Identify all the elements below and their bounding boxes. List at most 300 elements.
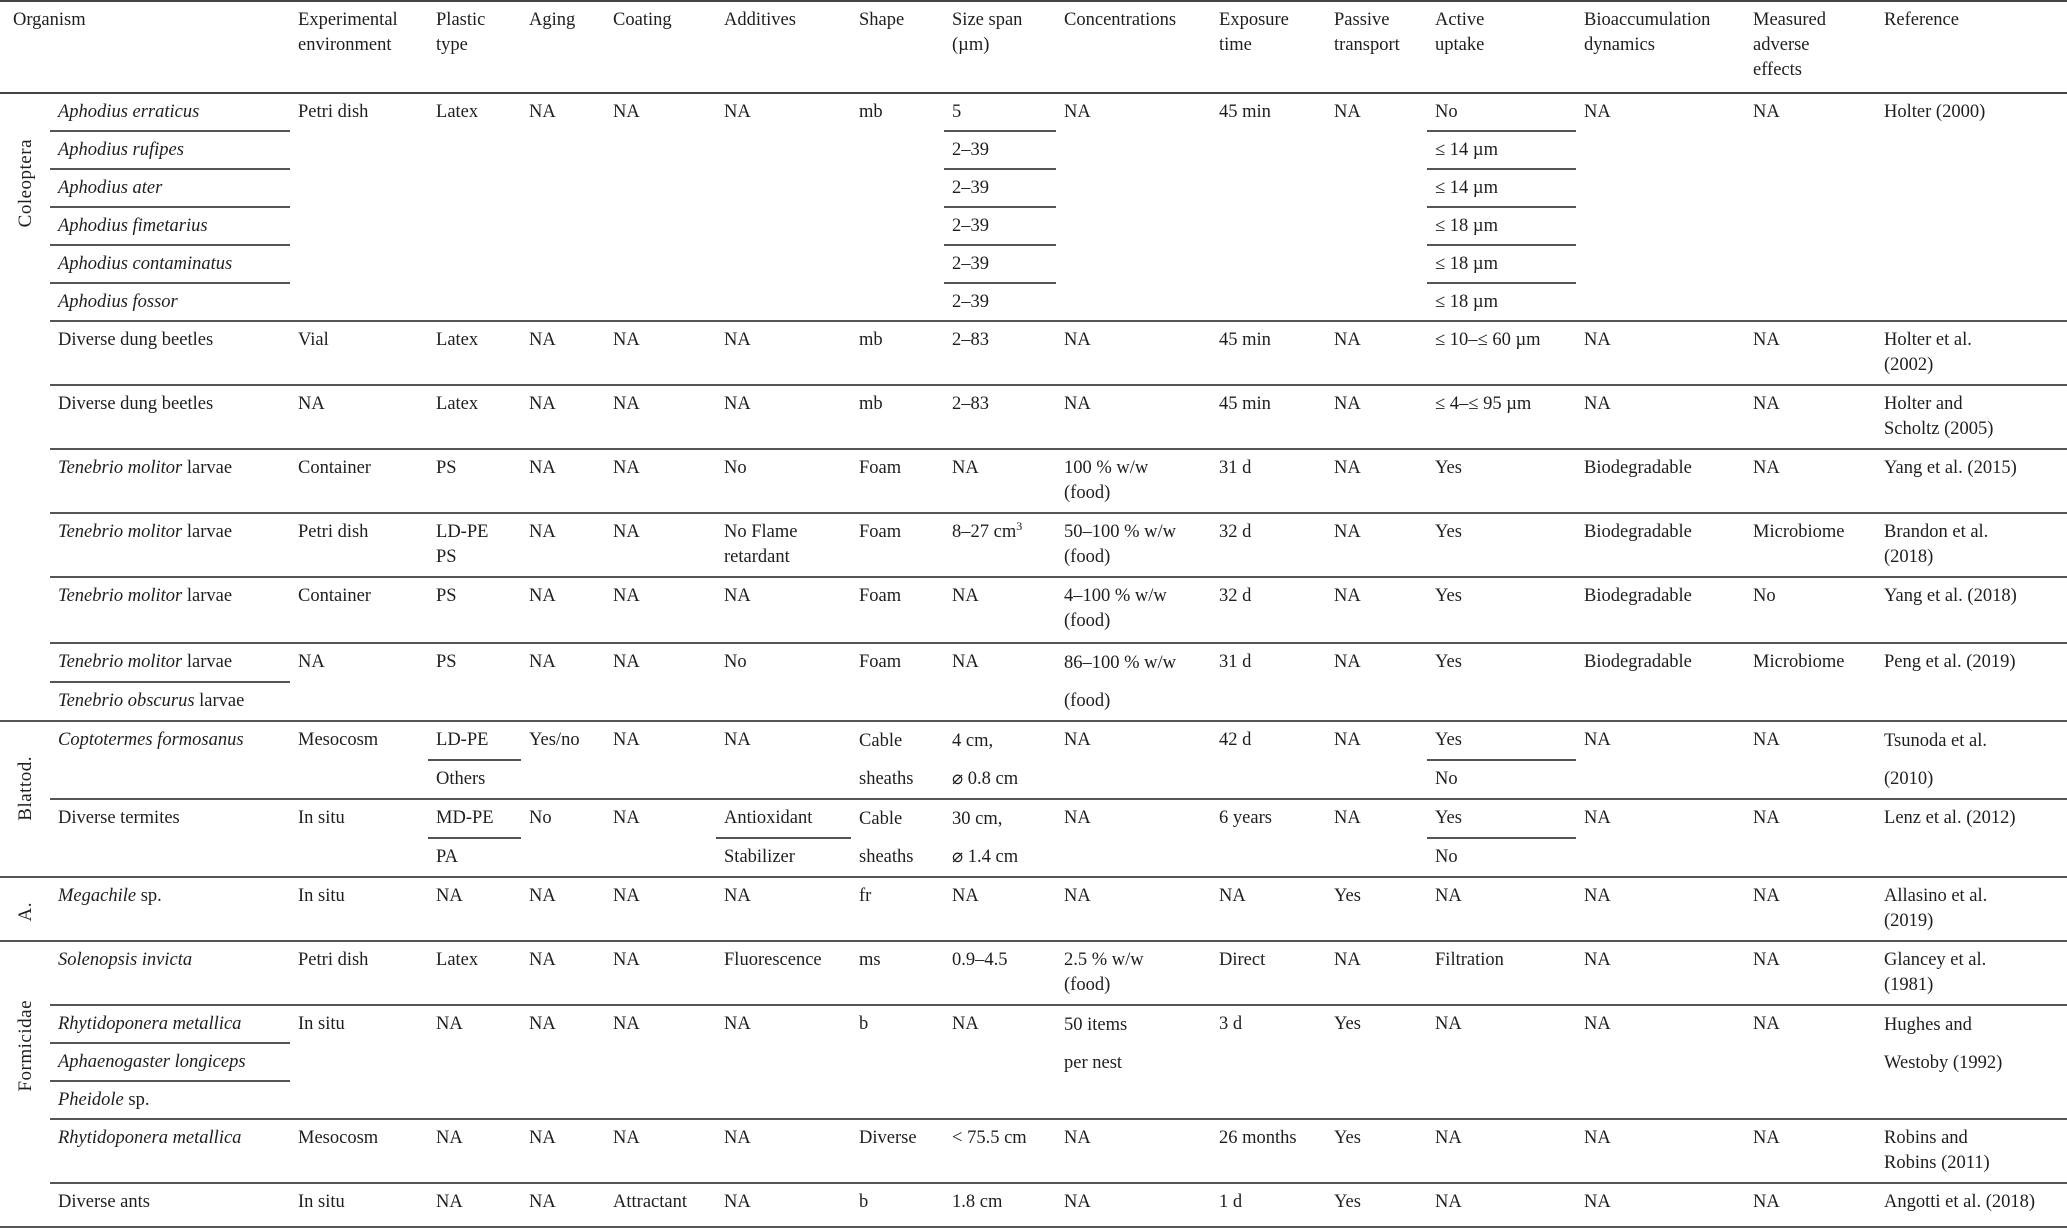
cell-concentrations: 86–100 % w/w (food) [1056, 643, 1211, 721]
cell-additives: Antioxidant [716, 799, 851, 838]
cell-additives: NA [716, 321, 851, 385]
cell-organism [50, 682, 290, 721]
species-name: Tenebrio molitor [58, 586, 183, 606]
cell-organism [50, 131, 290, 169]
cell-size-span: NA [944, 877, 1056, 941]
cell-measured-adverse-effects: NA [1745, 721, 1876, 799]
organism-text: larvae [194, 691, 245, 711]
table-row [0, 449, 2067, 513]
species-name: Aphodius fimetarius [58, 216, 208, 236]
organism-text: Diverse dung beetles [58, 330, 214, 350]
cell-bioaccumulation-dynamics: NA [1576, 385, 1745, 449]
cell-aging: NA [521, 1183, 605, 1227]
cell-organism [50, 941, 290, 1005]
cell-exposure-time: 31 d [1211, 643, 1326, 721]
header-coating: Coating [605, 1, 716, 93]
cell-coating: NA [605, 577, 716, 643]
species-name: Aphodius rufipes [58, 140, 184, 160]
cell-exposure-time: 6 years [1211, 799, 1326, 877]
cell-additives: Stabilizer [716, 838, 851, 877]
cell-additives: NA [716, 577, 851, 643]
cell-coating: NA [605, 941, 716, 1005]
cell-concentrations: NA [1056, 93, 1211, 321]
species-name: Tenebrio molitor [58, 458, 183, 478]
header-aging: Aging [521, 1, 605, 93]
cell-plastic-type: NA [428, 1119, 521, 1183]
cell-plastic-type: NA [428, 877, 521, 941]
organism-text: larvae [182, 458, 233, 478]
cell-organism [50, 721, 290, 799]
species-name: Aphodius fossor [58, 292, 178, 312]
cell-shape: Foam [851, 513, 944, 577]
cell-coating: NA [605, 321, 716, 385]
cell-plastic-type: Latex [428, 93, 521, 321]
species-name: Pheidole [58, 1090, 124, 1110]
cell-active-uptake: ≤ 14 µm [1427, 131, 1576, 169]
cell-shape: b [851, 1183, 944, 1227]
cell-plastic-type: PS [428, 449, 521, 513]
cell-size-span: 4 cm, ⌀ 0.8 cm [944, 721, 1056, 799]
cell-experimental-environment: Vial [290, 321, 428, 385]
cell-plastic-type: NA [428, 1005, 521, 1119]
organism-text: larvae [182, 652, 233, 672]
cell-aging: NA [521, 385, 605, 449]
cell-active-uptake: No [1427, 93, 1576, 131]
species-name: Coptotermes formosanus [58, 730, 244, 750]
cell-active-uptake: No [1427, 760, 1576, 799]
cell-additives: NA [716, 93, 851, 321]
table-header [0, 1, 2067, 93]
species-name: Aphodius ater [58, 178, 163, 198]
cell-coating: NA [605, 877, 716, 941]
cell-experimental-environment: Petri dish [290, 93, 428, 321]
header-experimental-environment: Experimental environment [290, 1, 428, 93]
cell-aging: NA [521, 321, 605, 385]
cell-aging: No [521, 799, 605, 877]
cell-size-span: NA [944, 449, 1056, 513]
cell-plastic-type: NA [428, 1183, 521, 1227]
cell-passive-transport: NA [1326, 93, 1427, 321]
cell-exposure-time: 3 d [1211, 1005, 1326, 1119]
cell-concentrations: NA [1056, 321, 1211, 385]
cell-experimental-environment: Petri dish [290, 941, 428, 1005]
cell-exposure-time: 31 d [1211, 449, 1326, 513]
cell-active-uptake: Filtration [1427, 941, 1576, 1005]
cell-shape: mb [851, 93, 944, 321]
cell-additives: Fluorescence [716, 941, 851, 1005]
cell-coating: NA [605, 449, 716, 513]
cell-passive-transport: NA [1326, 721, 1427, 799]
cell-passive-transport: NA [1326, 385, 1427, 449]
organism-text: sp. [136, 886, 162, 906]
cell-organism [50, 799, 290, 877]
taxon-group-label [0, 93, 50, 721]
cell-shape: ms [851, 941, 944, 1005]
cell-reference: Angotti et al. (2018) [1876, 1183, 2067, 1227]
cell-concentrations: NA [1056, 385, 1211, 449]
table-row [0, 941, 2067, 1005]
organism-text: sp. [123, 1090, 150, 1110]
taxon-group-label [0, 877, 50, 941]
cell-concentrations: 2.5 % w/w (food) [1056, 941, 1211, 1005]
taxon-group-label [0, 941, 50, 1227]
cell-organism [50, 1081, 290, 1119]
cell-coating: NA [605, 93, 716, 321]
cell-bioaccumulation-dynamics: NA [1576, 321, 1745, 385]
cell-bioaccumulation-dynamics: NA [1576, 721, 1745, 799]
cell-concentrations: 50 items per nest [1056, 1005, 1211, 1119]
cell-passive-transport: Yes [1326, 1005, 1427, 1119]
cell-exposure-time: Direct [1211, 941, 1326, 1005]
cell-measured-adverse-effects: Microbiome [1745, 643, 1876, 721]
table-row [0, 93, 2067, 131]
cell-reference: Tsunoda et al. (2010) [1876, 721, 2067, 799]
cell-passive-transport: NA [1326, 941, 1427, 1005]
cell-aging: NA [521, 513, 605, 577]
cell-size-span: 5 [944, 93, 1056, 131]
table-body [0, 93, 2067, 1227]
header-size-span: Size span (µm) [944, 1, 1056, 93]
table-row [0, 877, 2067, 941]
cell-size-span: 2–39 [944, 169, 1056, 207]
cell-coating: NA [605, 1005, 716, 1119]
cell-reference: Robins and Robins (2011) [1876, 1119, 2067, 1183]
header-shape: Shape [851, 1, 944, 93]
table-row [0, 643, 2067, 682]
header-active-uptake: Active uptake [1427, 1, 1576, 93]
cell-active-uptake: Yes [1427, 449, 1576, 513]
cell-concentrations: 100 % w/w (food) [1056, 449, 1211, 513]
cell-size-span: < 75.5 cm [944, 1119, 1056, 1183]
cell-size-span: 2–39 [944, 207, 1056, 245]
cell-organism [50, 245, 290, 283]
cell-measured-adverse-effects: NA [1745, 449, 1876, 513]
cell-aging: Yes/no [521, 721, 605, 799]
cell-passive-transport: Yes [1326, 1119, 1427, 1183]
cell-active-uptake: NA [1427, 877, 1576, 941]
cell-experimental-environment: Petri dish [290, 513, 428, 577]
cell-measured-adverse-effects: No [1745, 577, 1876, 643]
cell-bioaccumulation-dynamics: NA [1576, 799, 1745, 877]
cell-active-uptake: Yes [1427, 799, 1576, 838]
cell-reference: Glancey et al. (1981) [1876, 941, 2067, 1005]
cell-experimental-environment: In situ [290, 799, 428, 877]
cell-experimental-environment: Container [290, 449, 428, 513]
species-name: Tenebrio molitor [58, 652, 183, 672]
cell-measured-adverse-effects: Microbiome [1745, 513, 1876, 577]
header-exposure-time: Exposure time [1211, 1, 1326, 93]
cell-reference: Holter et al. (2002) [1876, 321, 2067, 385]
cell-shape: mb [851, 385, 944, 449]
organism-text: larvae [182, 586, 233, 606]
cell-plastic-type: PS [428, 577, 521, 643]
cell-aging: NA [521, 93, 605, 321]
cell-coating: NA [605, 721, 716, 799]
cell-bioaccumulation-dynamics: Biodegradable [1576, 577, 1745, 643]
cell-measured-adverse-effects: NA [1745, 1119, 1876, 1183]
cell-active-uptake: ≤ 18 µm [1427, 283, 1576, 321]
header-row [0, 1, 2067, 93]
cell-exposure-time: NA [1211, 877, 1326, 941]
cell-shape: Cable sheaths [851, 799, 944, 877]
cell-concentrations: NA [1056, 1183, 1211, 1227]
cell-organism [50, 877, 290, 941]
cell-shape: Foam [851, 577, 944, 643]
cell-coating: NA [605, 385, 716, 449]
cell-aging: NA [521, 449, 605, 513]
cell-active-uptake: No [1427, 838, 1576, 877]
cell-experimental-environment: NA [290, 643, 428, 721]
cell-exposure-time: 1 d [1211, 1183, 1326, 1227]
header-plastic-type: Plastic type [428, 1, 521, 93]
cell-additives: No [716, 449, 851, 513]
cell-passive-transport: Yes [1326, 1183, 1427, 1227]
cell-plastic-type: Others [428, 760, 521, 799]
cell-active-uptake: NA [1427, 1183, 1576, 1227]
size-value: 8–27 cm [952, 522, 1017, 542]
species-name: Aphaenogaster longiceps [58, 1052, 246, 1072]
organism-text: Diverse ants [58, 1192, 150, 1212]
table-row [0, 385, 2067, 449]
cell-aging: NA [521, 1119, 605, 1183]
cell-shape: Foam [851, 449, 944, 513]
cell-passive-transport: NA [1326, 799, 1427, 877]
cell-passive-transport: NA [1326, 643, 1427, 721]
cell-coating: NA [605, 799, 716, 877]
cell-size-span: 0.9–4.5 [944, 941, 1056, 1005]
cell-plastic-type: Latex [428, 385, 521, 449]
cell-experimental-environment: In situ [290, 1183, 428, 1227]
species-name: Tenebrio obscurus [58, 691, 195, 711]
cell-passive-transport: NA [1326, 513, 1427, 577]
cell-active-uptake: ≤ 4–≤ 95 µm [1427, 385, 1576, 449]
organism-text: larvae [182, 522, 233, 542]
cell-active-uptake: Yes [1427, 721, 1576, 760]
cell-measured-adverse-effects: NA [1745, 1183, 1876, 1227]
species-name: Aphodius erraticus [58, 102, 200, 122]
cell-concentrations: NA [1056, 877, 1211, 941]
header-measured-adverse-effects: Measured adverse effects [1745, 1, 1876, 93]
cell-organism [50, 283, 290, 321]
cell-organism [50, 449, 290, 513]
cell-reference: Brandon et al. (2018) [1876, 513, 2067, 577]
species-name: Solenopsis invicta [58, 950, 193, 970]
cell-aging: NA [521, 1005, 605, 1119]
cell-passive-transport: Yes [1326, 877, 1427, 941]
taxon-group-text: Formicidae [14, 1000, 36, 1092]
table-row [0, 577, 2067, 643]
cell-reference: Holter (2000) [1876, 93, 2067, 321]
cell-organism [50, 1043, 290, 1081]
cell-plastic-type: Latex [428, 941, 521, 1005]
cell-additives: No Flame retardant [716, 513, 851, 577]
size-superscript: 3 [1016, 518, 1023, 533]
header-concentrations: Concentrations [1056, 1, 1211, 93]
cell-active-uptake: NA [1427, 1005, 1576, 1119]
cell-reference: Allasino et al. (2019) [1876, 877, 2067, 941]
cell-additives: NA [716, 1119, 851, 1183]
cell-size-span: NA [944, 643, 1056, 721]
cell-size-span: 30 cm, ⌀ 1.4 cm [944, 799, 1056, 877]
species-name: Megachile [58, 886, 137, 906]
species-name: Aphodius contaminatus [58, 254, 233, 274]
cell-experimental-environment: In situ [290, 877, 428, 941]
cell-shape: Foam [851, 643, 944, 721]
cell-aging: NA [521, 577, 605, 643]
cell-plastic-type: MD-PE [428, 799, 521, 838]
cell-bioaccumulation-dynamics: Biodegradable [1576, 513, 1745, 577]
cell-measured-adverse-effects: NA [1745, 1005, 1876, 1119]
cell-organism [50, 1005, 290, 1043]
taxon-group-text: A. [14, 902, 36, 922]
cell-passive-transport: NA [1326, 577, 1427, 643]
cell-active-uptake: Yes [1427, 643, 1576, 721]
cell-organism [50, 93, 290, 131]
table-row [0, 513, 2067, 577]
cell-organism [50, 207, 290, 245]
cell-measured-adverse-effects: NA [1745, 941, 1876, 1005]
cell-size-span: 2–83 [944, 385, 1056, 449]
cell-reference: Holter and Scholtz (2005) [1876, 385, 2067, 449]
cell-coating: Attractant [605, 1183, 716, 1227]
cell-exposure-time: 45 min [1211, 93, 1326, 321]
table-row [0, 1183, 2067, 1227]
cell-additives: NA [716, 1183, 851, 1227]
cell-size-span: 2–39 [944, 283, 1056, 321]
cell-bioaccumulation-dynamics: NA [1576, 877, 1745, 941]
cell-concentrations: NA [1056, 799, 1211, 877]
cell-shape: fr [851, 877, 944, 941]
header-additives: Additives [716, 1, 851, 93]
cell-organism [50, 169, 290, 207]
cell-plastic-type: LD-PE PS [428, 513, 521, 577]
cell-active-uptake: Yes [1427, 513, 1576, 577]
cell-shape: Cable sheaths [851, 721, 944, 799]
cell-concentrations: 50–100 % w/w (food) [1056, 513, 1211, 577]
cell-experimental-environment: Container [290, 577, 428, 643]
table-row [0, 321, 2067, 385]
cell-measured-adverse-effects: NA [1745, 385, 1876, 449]
cell-organism [50, 1119, 290, 1183]
header-organism: Organism [0, 1, 290, 93]
cell-aging: NA [521, 941, 605, 1005]
cell-plastic-type: Latex [428, 321, 521, 385]
cell-additives: NA [716, 721, 851, 799]
taxon-group-label [0, 721, 50, 877]
cell-active-uptake: NA [1427, 1119, 1576, 1183]
cell-aging: NA [521, 643, 605, 721]
cell-bioaccumulation-dynamics: NA [1576, 1183, 1745, 1227]
cell-size-span: 2–83 [944, 321, 1056, 385]
cell-size-span: 2–39 [944, 131, 1056, 169]
cell-active-uptake: Yes [1427, 577, 1576, 643]
table-row [0, 799, 2067, 838]
cell-exposure-time: 32 d [1211, 513, 1326, 577]
table-row [0, 721, 2067, 760]
cell-bioaccumulation-dynamics: NA [1576, 941, 1745, 1005]
cell-reference: Hughes and Westoby (1992) [1876, 1005, 2067, 1119]
cell-exposure-time: 42 d [1211, 721, 1326, 799]
cell-coating: NA [605, 1119, 716, 1183]
cell-additives: NA [716, 1005, 851, 1119]
header-passive-transport: Passive transport [1326, 1, 1427, 93]
cell-passive-transport: NA [1326, 321, 1427, 385]
cell-exposure-time: 26 months [1211, 1119, 1326, 1183]
taxon-group-text: Coleoptera [14, 139, 36, 228]
cell-organism [50, 513, 290, 577]
cell-exposure-time: 45 min [1211, 385, 1326, 449]
cell-organism [50, 1183, 290, 1227]
cell-concentrations: NA [1056, 1119, 1211, 1183]
cell-size-span: NA [944, 1005, 1056, 1119]
species-name: Rhytidoponera metallica [58, 1128, 242, 1148]
cell-organism [50, 385, 290, 449]
cell-plastic-type: PA [428, 838, 521, 877]
cell-passive-transport: NA [1326, 449, 1427, 513]
cell-measured-adverse-effects: NA [1745, 799, 1876, 877]
cell-experimental-environment: Mesocosm [290, 1119, 428, 1183]
cell-experimental-environment: In situ [290, 1005, 428, 1119]
cell-measured-adverse-effects: NA [1745, 93, 1876, 321]
cell-reference: Yang et al. (2018) [1876, 577, 2067, 643]
cell-experimental-environment: Mesocosm [290, 721, 428, 799]
cell-measured-adverse-effects: NA [1745, 877, 1876, 941]
table-row [0, 1119, 2067, 1183]
cell-coating: NA [605, 643, 716, 721]
cell-shape: mb [851, 321, 944, 385]
cell-plastic-type: LD-PE [428, 721, 521, 760]
cell-measured-adverse-effects: NA [1745, 321, 1876, 385]
cell-additives: NA [716, 385, 851, 449]
cell-experimental-environment: NA [290, 385, 428, 449]
taxon-group-text: Blattod. [14, 756, 36, 821]
cell-coating: NA [605, 513, 716, 577]
cell-aging: NA [521, 877, 605, 941]
cell-organism [50, 643, 290, 682]
cell-plastic-type: PS [428, 643, 521, 721]
cell-bioaccumulation-dynamics: NA [1576, 93, 1745, 321]
cell-size-span: 2–39 [944, 245, 1056, 283]
table-row [0, 1005, 2067, 1043]
cell-size-span: NA [944, 577, 1056, 643]
cell-additives: NA [716, 877, 851, 941]
cell-bioaccumulation-dynamics: Biodegradable [1576, 449, 1745, 513]
cell-additives: No [716, 643, 851, 721]
cell-active-uptake: ≤ 18 µm [1427, 245, 1576, 283]
species-name: Tenebrio molitor [58, 522, 183, 542]
organism-text: Diverse dung beetles [58, 394, 214, 414]
header-reference: Reference [1876, 1, 2067, 93]
cell-size-span: 1.8 cm [944, 1183, 1056, 1227]
cell-active-uptake: ≤ 14 µm [1427, 169, 1576, 207]
cell-bioaccumulation-dynamics: NA [1576, 1005, 1745, 1119]
cell-size-span [944, 513, 1056, 577]
header-bioaccumulation-dynamics: Bioaccumulation dynamics [1576, 1, 1745, 93]
cell-shape: b [851, 1005, 944, 1119]
cell-organism [50, 321, 290, 385]
species-name: Rhytidoponera metallica [58, 1014, 242, 1034]
cell-reference: Peng et al. (2019) [1876, 643, 2067, 721]
cell-exposure-time: 32 d [1211, 577, 1326, 643]
cell-organism [50, 577, 290, 643]
organism-text: Diverse termites [58, 808, 180, 828]
cell-bioaccumulation-dynamics: Biodegradable [1576, 643, 1745, 721]
cell-bioaccumulation-dynamics: NA [1576, 1119, 1745, 1183]
cell-active-uptake: ≤ 10–≤ 60 µm [1427, 321, 1576, 385]
cell-concentrations: 4–100 % w/w (food) [1056, 577, 1211, 643]
cell-shape: Diverse [851, 1119, 944, 1183]
cell-reference: Lenz et al. (2012) [1876, 799, 2067, 877]
